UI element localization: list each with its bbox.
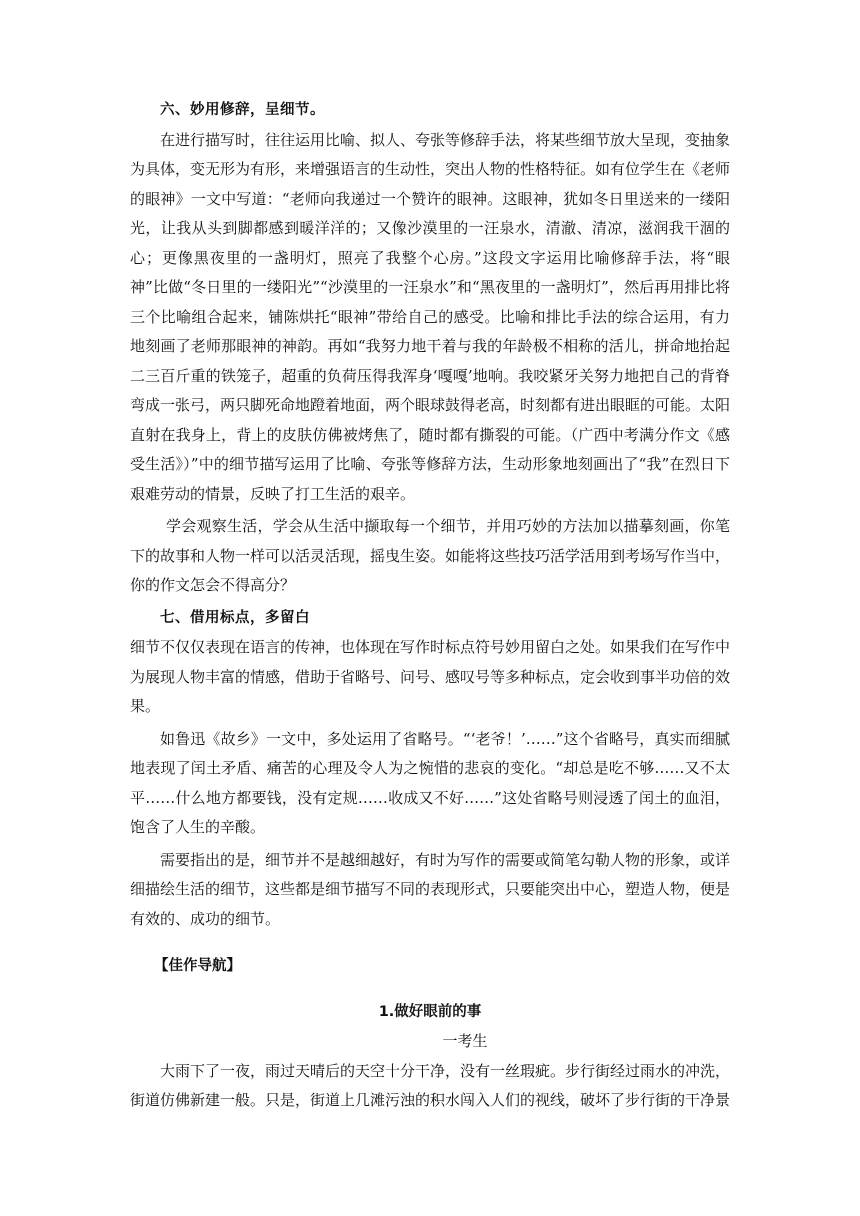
section-seven-paragraph-1: 细节不仅仅表现在语言的传神，也体现在写作时标点符号妙用留白之处。如果我们在写作中为展现人物丰富的情感，借助于省略号、问号、感叹号等多种标点，定会收到事半功倍的效果。 (130, 638, 731, 715)
guide-heading: 【佳作导航】 (154, 958, 241, 974)
essay-paragraph: 大雨下了一夜，雨过天晴后的天空十分干净，没有一丝瑕疵。步行街经过雨水的冲洗，街道仿佛新建一般。只是，街道上几滩污浊的积水闯入人们的视线，破坏了步行街的干净景 (130, 1061, 731, 1109)
essay-title: 1.做好眼前的事 (378, 1003, 482, 1020)
section-seven-paragraph-3: 需要指出的是，细节并不是越细越好，有时为写作的需要或简笔勾勒人物的形象，或详细描绘生活的细节，这些都是细节描写不同的表现形式，只要能突出中心，塑造人物，便是有效的、成功的细节。 (130, 850, 731, 928)
section-six-heading: 六、妙用修辞，呈细节。 (160, 102, 325, 118)
section-six-paragraph-1: 在进行描写时，往往运用比喻、拟人、夸张等修辞手法，将某些细节放大呈现，变抽象为具体，变无形为有形，来增强语言的生动性，突出人物的性格特征。如有位学生在《老师的眼神》一文中写道：“老师向我递过一个赞许的眼神。这眼神，犹如冬日里送来的一缕阳光，让我从头到脚都感到暖洋洋的；又像沙漠里的一汪泉水，清澈、清凉，滋润我干涸的心；更像黑夜里的一盏明灯，照亮了我整个心房。”这段文字运用比喻修辞手法，将“眼神”比做“冬日里的一缕阳光”“沙漠里的一汪泉水”和“黑夜里的一盏明灯”，然后再用排比将三个比喻组合起来，铺陈烘托“眼神”带给自己的感受。比喻和排比手法的综合运用，有力地刻画了老师那眼神的神韵。再如“我努力地干着与我的年龄极不相称的活儿，拼命地抬起二三百斤重的铁笼子，超重的负荷压得我浑身‘嘎嘎’地响。我咬紧牙关努力地把自己的背脊弯成一张弓，两只脚死命地蹬着地面，两个眼球鼓得老高，时刻都有进出眼眶的可能。太阳直射在我身上，背上的皮肤仿佛被烤焦了，随时都有撕裂的可能。（广西中考满分作文《感受生活》）”中的细节描写运用了比喻、夸张等修辞方法，生动形象地刻画出了“我”在烈日下艰难劳动的情景，反映了打工生活的艰辛。 (130, 130, 731, 503)
section-seven-paragraph-2: 如鲁迅《故乡》一文中，多处运用了省略号。“‘老爷！’……”这个省略号，真实而细腻地表现了闰土矛盾、痛苦的心理及令人为之惋惜的悲哀的变化。“却总是吃不够……又不太平……什么地方都要钱，没有定规……收成又不好……”这处省略号则浸透了闰土的血泪，饱含了人生的辛酸。 (130, 729, 730, 836)
section-six-paragraph-2: 学会观察生活，学会从生活中撷取每一个细节，并用巧妙的方法加以描摹刻画，你笔下的故事和人物一样可以活灵活现，摇曳生姿。如能将这些技巧活学活用到考场写作当中，你的作文怎会不得高分？ (130, 517, 731, 594)
document-body (130, 96, 730, 1116)
section-seven-heading: 七、借用标点，多留白 (160, 609, 310, 626)
essay-author: 一考生 (442, 1032, 488, 1050)
